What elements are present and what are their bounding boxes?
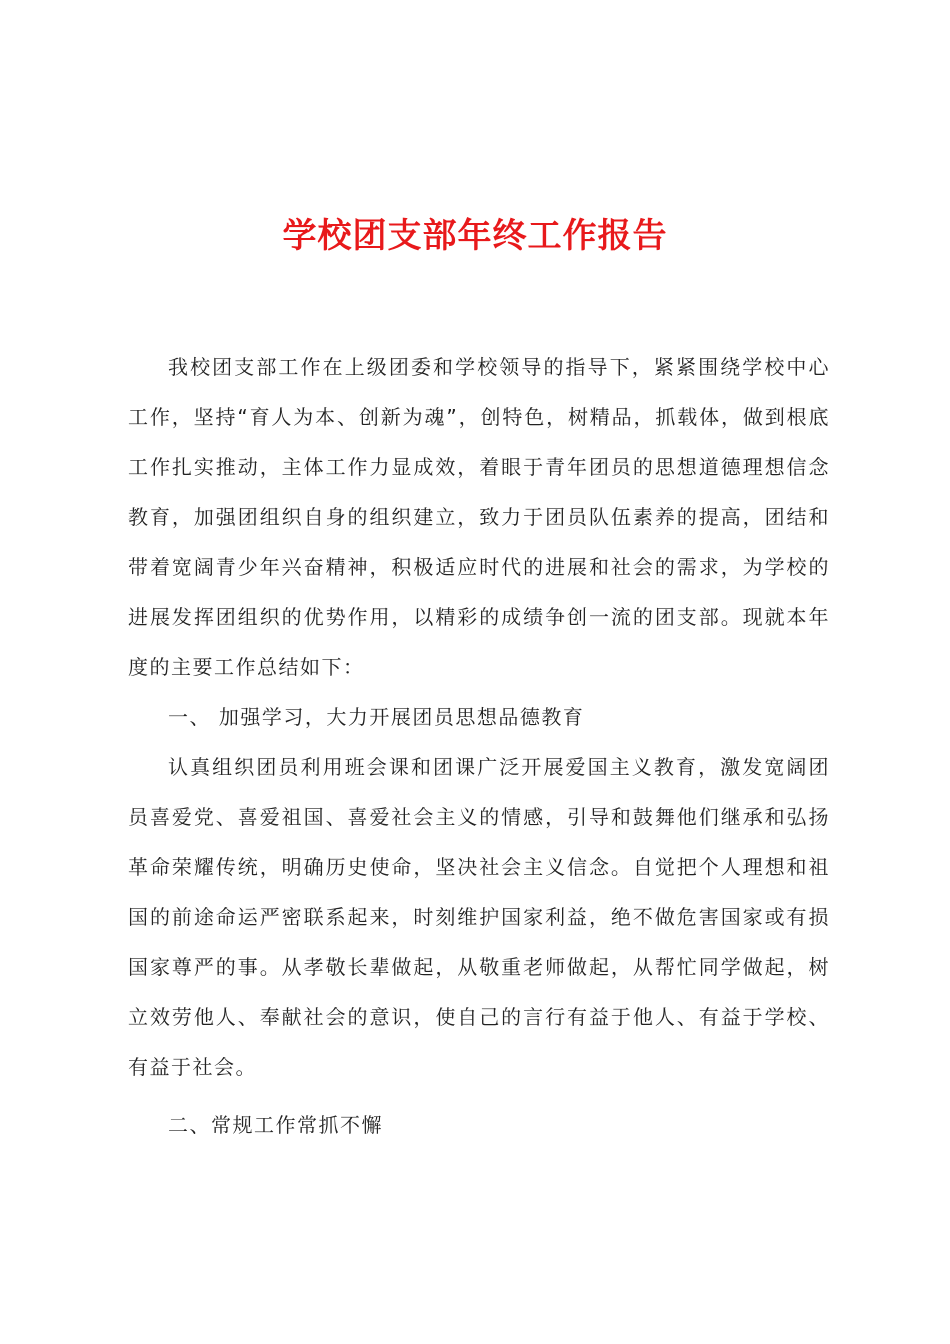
document-title: 学校团支部年终工作报告 — [282, 216, 668, 256]
paragraph-section-1: 认真组织团员利用班会课和团课广泛开展爱国主义教育，激发宽阔团员喜爱党、喜爱祖国、喜爱社会主义的情感，引导和鼓舞他们继承和弘扬革命荣耀传统，明确历史使命，坚决社会主义信念。自觉把个人理想和祖国的前途命运严密联系起来，时刻维护国家利益，绝不做危害国家或有损国家尊严的事。从孝敬长辈做起，从敬重老师做起，从帮忙同学做起，树立效劳他人、奉献社会的意识，使自己的言行有益于他人、有益于学校、有益于社会。 — [128, 755, 830, 1079]
paragraph-intro: 我校团支部工作在上级团委和学校领导的指导下，紧紧围绕学校中心工作，坚持“育人为本、创新为魂”，创特色，树精品，抓载体，做到根底工作扎实推动，主体工作力显成效，着眼于青年团员的思想道德理想信念教育，加强团组织自身的组织建立，致力于团员队伍素养的提高，团结和带着宽阔青少年兴奋精神，积极适应时代的进展和社会的需求，为学校的进展发挥团组织的优势作用，以精彩的成绩争创一流的团支部。现就本年度的主要工作总结如下： — [128, 355, 830, 679]
section-heading-2: 二、常规工作常抓不懈 — [168, 1113, 383, 1137]
document-body — [128, 342, 830, 1150]
section-heading-1: 一、 加强学习，大力开展团员思想品德教育 — [168, 705, 585, 729]
